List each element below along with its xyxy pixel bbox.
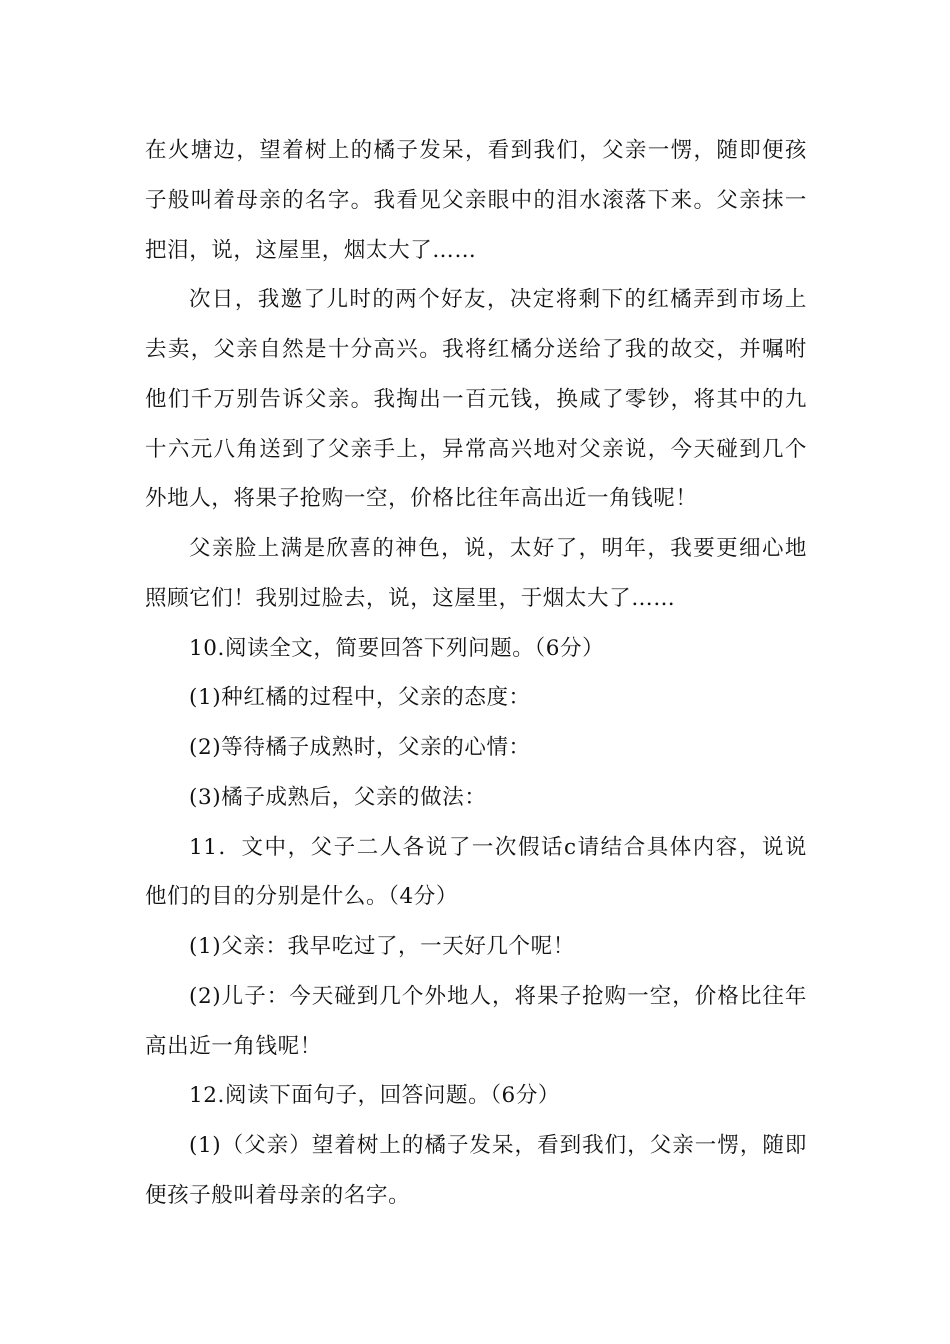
question-12: 12.阅读下面句子，回答问题。（6分）: [189, 1083, 561, 1108]
question-10-part-1: (1)种红橘的过程中，父亲的态度：: [189, 685, 531, 710]
question-10-part-2: (2)等待橘子成熟时，父亲的心情：: [189, 735, 531, 760]
question-11-cont: 他们的目的分别是什么。（4分）: [145, 884, 458, 909]
body-line-10: 照顾它们！我别过脸去，说，这屋里，于烟太大了……: [145, 586, 676, 611]
question-10: 10.阅读全文，简要回答下列问题。（6分）: [189, 636, 605, 661]
body-line-5: 去卖，父亲自然是十分高兴。我将红橘分送给了我的故交，并嘱咐: [145, 337, 807, 362]
body-line-6: 他们千万别告诉父亲。我掏出一百元钱，换咸了零钞，将其中的九: [145, 387, 807, 412]
body-line-7: 十六元八角送到了父亲手上，异常高兴地对父亲说，今天碰到几个: [145, 437, 807, 462]
question-11-part-2: (2)儿子：今天碰到几个外地人，将果子抢购一空，价格比往年: [189, 984, 807, 1009]
question-11-part-2-cont: 高出近一角钱呢！: [145, 1034, 322, 1059]
question-10-part-3: (3)橘子成熟后，父亲的做法：: [189, 785, 487, 810]
question-11-part-1: (1)父亲：我早吃过了，一天好几个呢！: [189, 934, 575, 959]
question-12-part-1: (1)（父亲）望着树上的橘子发呆，看到我们，父亲一愣，随即: [189, 1133, 807, 1158]
body-line-1: 在火塘边，望着树上的橘子发呆，看到我们，父亲一愣，随即便孩: [145, 138, 807, 163]
question-11: 11．文中，父子二人各说了一次假话c请结合具体内容，说说: [189, 835, 807, 860]
body-line-3: 把泪，说，这屋里，烟太大了……: [145, 238, 477, 263]
question-12-part-1-cont: 便孩子般叫着母亲的名字。: [145, 1183, 411, 1208]
body-line-2: 子般叫着母亲的名字。我看见父亲眼中的泪水滚落下来。父亲抹一: [145, 188, 807, 213]
body-line-9: 父亲脸上满是欣喜的神色，说，太好了，明年，我要更细心地: [189, 536, 807, 561]
body-line-8: 外地人，将果子抢购一空，价格比往年高出近一角钱呢！: [145, 486, 698, 511]
body-line-4: 次日，我邀了儿时的两个好友，决定将剩下的红橘弄到市场上: [189, 287, 807, 312]
